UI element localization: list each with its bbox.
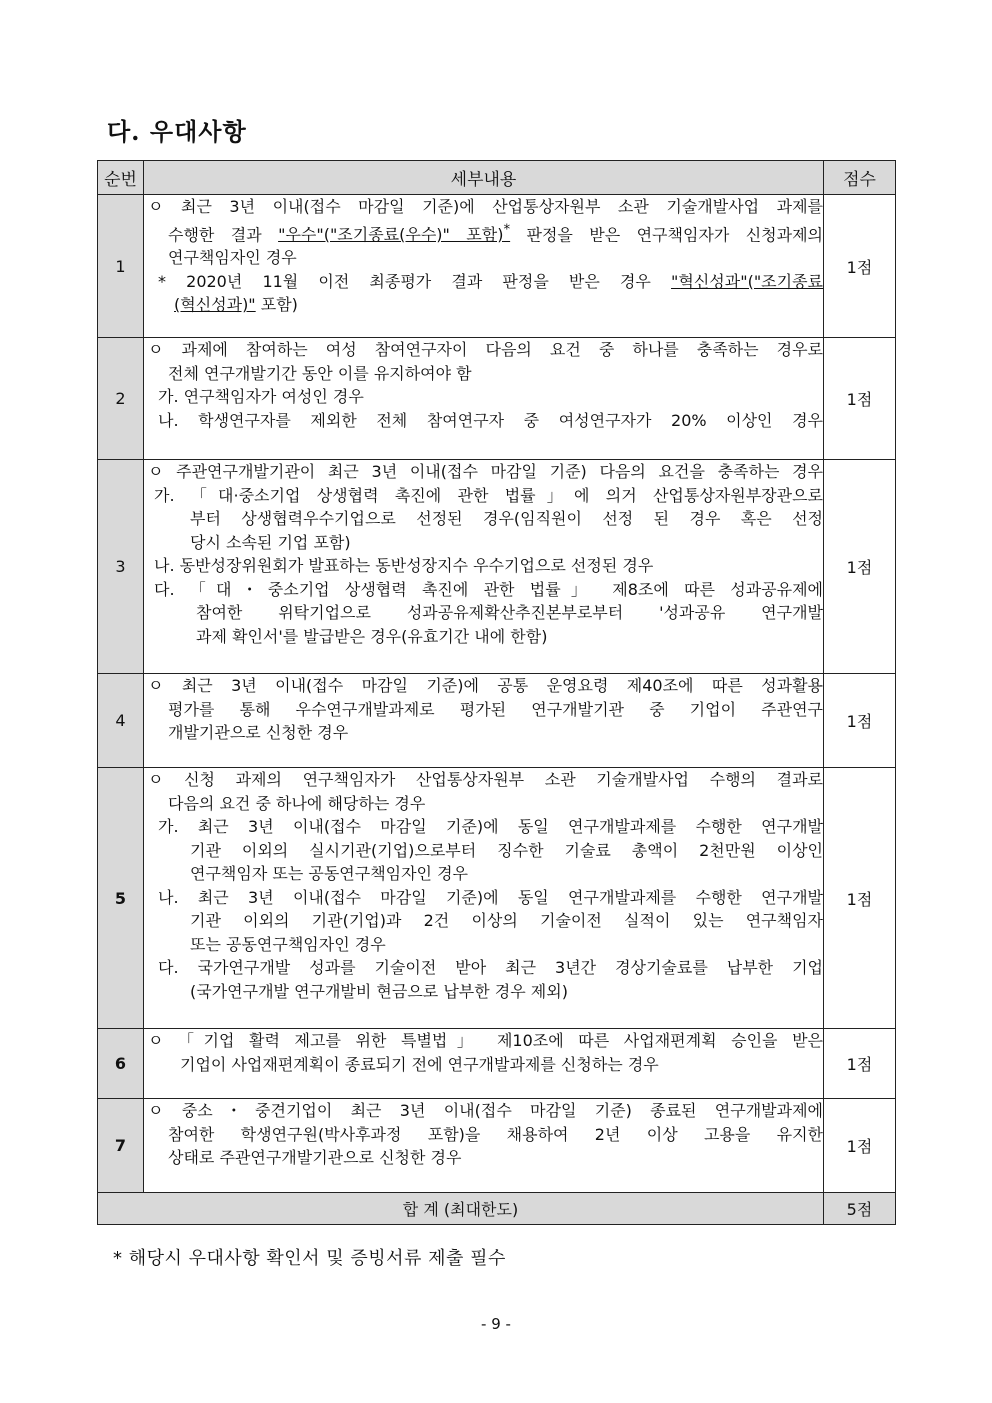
detail-line: ㅇ 주관연구개발기관이 최근 3년 이내(접수 마감일 기준) 다음의 요건을 충족하는 경우 [148,462,823,481]
detail-line: 다음의 요건 중 하나에 해당하는 경우 [168,793,426,813]
detail-line: 기업이 사업재편계획이 종료되기 전에 연구개발과제를 신청하는 경우 [180,1054,659,1074]
row-score: 1점 [824,195,896,338]
row-detail [144,338,824,460]
detail-line: (국가연구개발 연구개발비 현금으로 납부한 경우 제외) [190,981,568,1001]
row-detail [144,674,824,768]
table-row [98,1029,896,1099]
row-detail [144,1099,824,1193]
row-score: 1점 [824,674,896,768]
detail-line: 수행한 결과 "우수"("조기종료(우수)" 포함)* 판정을 받은 연구책임자가 신청과제의 [168,222,824,244]
total-score: 5점 [824,1193,896,1225]
row-detail [144,1029,824,1099]
detail-line: 다. 국가연구개발 성과를 기술이전 받아 최근 3년간 경상기술료를 납부한 기업 [158,958,823,977]
detail-line: 가. 「대·중소기업 상생협력 촉진에 관한 법률」에 의거 산업통상자원부장관으로 [154,485,823,505]
detail-line: 부터 상생협력우수기업으로 선정된 경우(임직원이 선정 된 경우 혹은 선정 [190,509,823,528]
detail-line: 기관 이외의 기관(기업)과 2건 이상의 기술이전 실적이 있는 연구책임자 [190,911,823,930]
detail-line: ㅇ 최근 3년 이내(접수 마감일 기준)에 산업통상자원부 소관 기술개발사업 과제를 [148,197,823,216]
detail-line: 평가를 통해 우수연구개발과제로 평가된 연구개발기관 중 기업이 주관연구 [168,699,823,719]
row-score: 1점 [824,768,896,1029]
detail-line: 연구책임자인 경우 [168,248,297,268]
detail-line: 상태로 주관연구개발기관으로 신청한 경우 [168,1148,462,1167]
row-score: 1점 [824,1029,896,1099]
row-number: 3 [98,460,144,674]
header-detail: 세부내용 [144,161,824,195]
row-detail [144,460,824,674]
table-row [98,674,896,768]
detail-line: * 2020년 11월 이전 최종평가 결과 판정을 받은 경우 "혁신성과"("조기종료 [158,271,823,291]
table-row [98,460,896,674]
detail-line: 또는 공동연구책임자인 경우 [190,934,386,954]
row-score: 1점 [824,460,896,674]
row-number: 2 [98,338,144,460]
detail-line: 개발기관으로 신청한 경우 [168,723,349,742]
detail-line: 가. 연구책임자가 여성인 경우 [158,387,364,406]
preference-table [97,160,896,1225]
table-row [98,195,896,338]
detail-line: 전체 연구개발기간 동안 이를 유지하여야 함 [168,363,472,383]
underlined-text: "혁신성과"("조기종료 [671,271,823,291]
detail-line: 참여한 위탁기업으로 성과공유제확산추진본부로부터 '성과공유 연구개발 [196,603,823,622]
table-row [98,338,896,460]
underlined-text: (혁신성과)" [174,295,256,315]
row-detail [144,768,824,1029]
detail-line: 참여한 학생연구원(박사후과정 포함)을 채용하여 2년 이상 고용을 유지한 [168,1124,823,1144]
detail-line: ㅇ 「기업 활력 제고를 위한 특별법」 제10조에 따른 사업재편계획 승인을 받은 [148,1031,823,1050]
row-score: 1점 [824,338,896,460]
footnote: * 해당시 우대사항 확인서 및 증빙서류 제출 필수 [113,1248,506,1269]
detail-line: 다. 「대・중소기업 상생협력 촉진에 관한 법률」 제8조에 따른 성과공유제에 [154,579,823,599]
total-label: 합 계 (최대한도) [98,1193,824,1225]
header-score: 점수 [824,161,896,195]
detail-line: ㅇ 과제에 참여하는 여성 참여연구자이 다음의 요건 중 하나를 충족하는 경우로 [148,340,823,359]
section-heading: 다. 우대사항 [107,117,247,146]
detail-line: 연구책임자 또는 공동연구책임자인 경우 [190,864,469,883]
row-number: 5 [98,768,144,1029]
detail-line: 나. 최근 3년 이내(접수 마감일 기준)에 동일 연구개발과제를 수행한 연구개발 [158,887,823,907]
detail-line: ㅇ 중소・중견기업이 최근 3년 이내(접수 마감일 기준) 종료된 연구개발과제에 [148,1101,823,1120]
detail-line: 가. 최근 3년 이내(접수 마감일 기준)에 동일 연구개발과제를 수행한 연구개발 [158,817,823,836]
table-row [98,768,896,1029]
detail-line: 나. 동반성장위원회가 발표하는 동반성장지수 우수기업으로 선정된 경우 [154,556,654,575]
detail-line: ㅇ 신청 과제의 연구책임자가 산업통상자원부 소관 기술개발사업 수행의 결과로 [148,770,823,789]
header-no: 순번 [98,161,144,195]
row-score: 1점 [824,1099,896,1193]
detail-line: ㅇ 최근 3년 이내(접수 마감일 기준)에 공통 운영요령 제40조에 따른 성과활용 [148,676,823,695]
detail-line: 나. 학생연구자를 제외한 전체 참여연구자 중 여성연구자가 20% 이상인 경우 [158,410,823,430]
detail-line: 과제 확인서'를 발급받은 경우(유효기간 내에 한함) [196,626,548,646]
page-number: - 9 - [481,1315,511,1333]
detail-line: 당시 소속된 기업 포함) [190,532,351,552]
row-number: 6 [98,1029,144,1099]
row-detail [144,195,824,338]
detail-line: 기관 이외의 실시기관(기업)으로부터 징수한 기술료 총액이 2천만원 이상인 [190,840,823,860]
row-number: 4 [98,674,144,768]
total-row [98,1193,896,1225]
table-row [98,1099,896,1193]
row-number: 1 [98,195,144,338]
table-header-row [98,161,896,195]
underlined-text: "우수"("조기종료(우수)" 포함)* [278,222,511,244]
detail-line: (혁신성과)" 포함) [174,295,298,315]
row-number: 7 [98,1099,144,1193]
